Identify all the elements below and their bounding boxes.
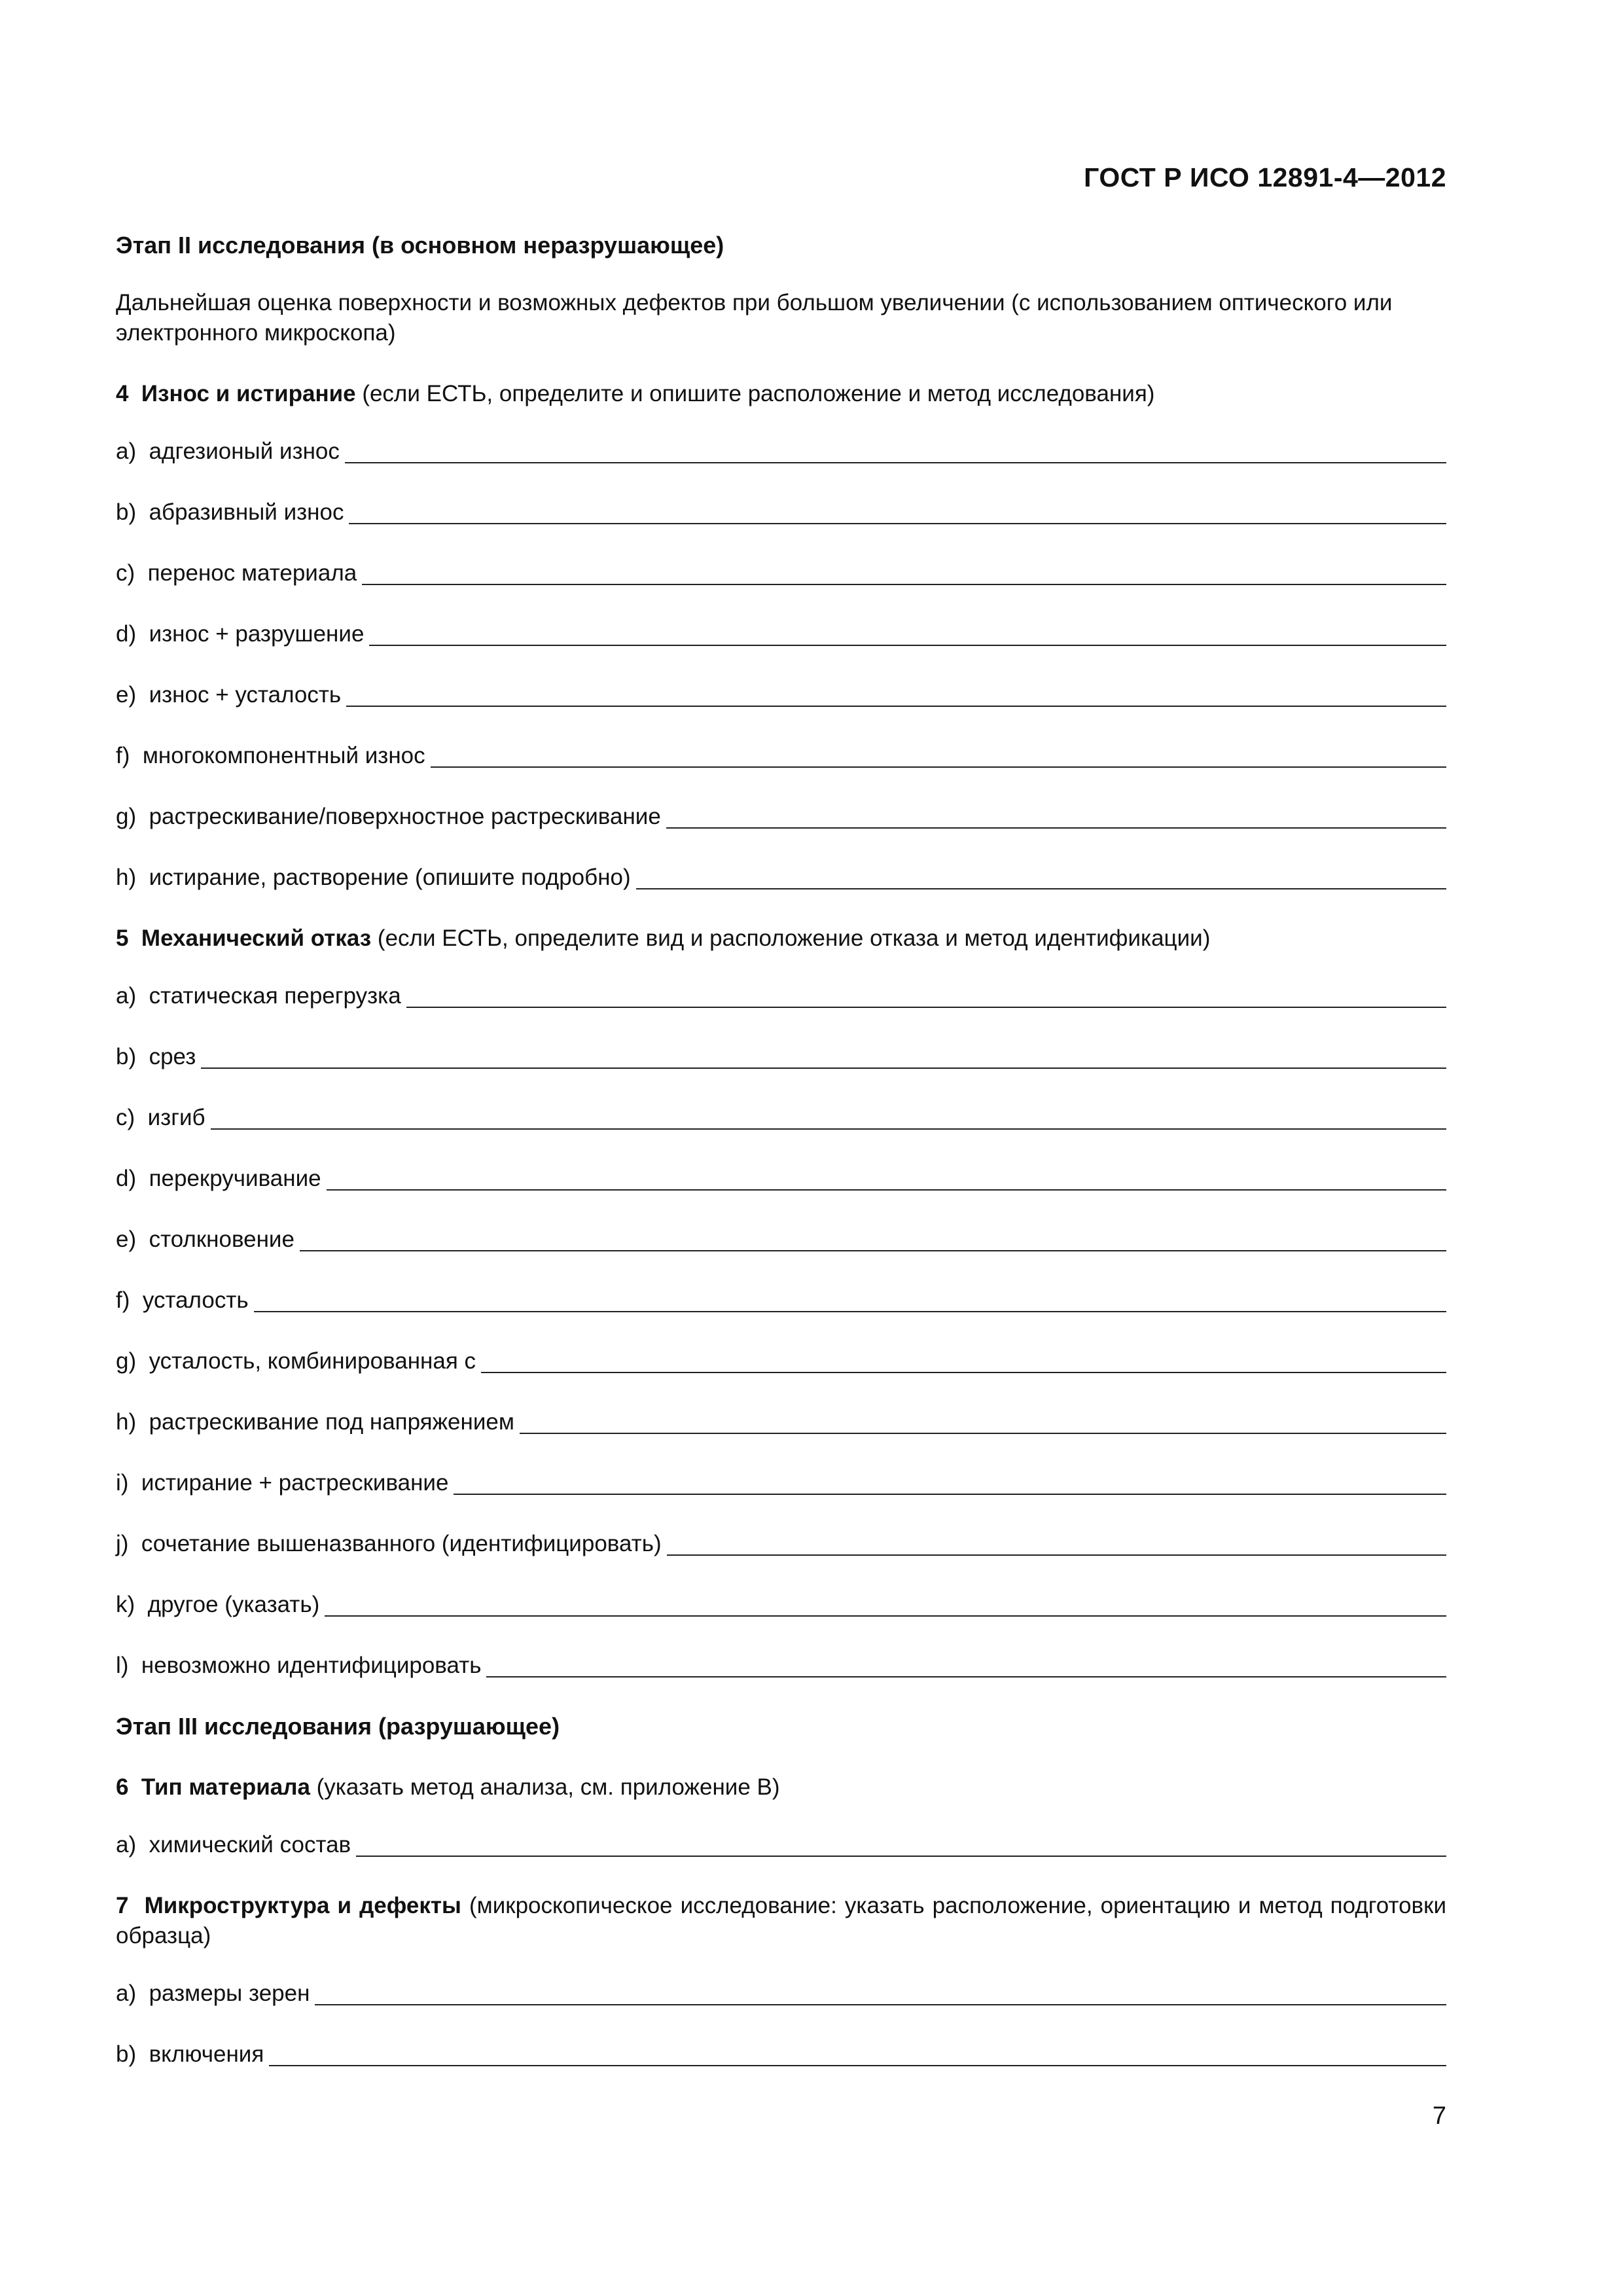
section-note: (если ЕСТЬ, определите и опишите расположение и метод исследования) [362,381,1155,406]
fill-in-line[interactable] [201,1043,1446,1069]
field-marker: e) [116,1227,137,1252]
field-marker: a) [116,983,137,1009]
fill-in-line[interactable] [369,620,1446,646]
fill-in-line[interactable] [667,1530,1446,1556]
field-label: усталость, комбинированная с [149,1348,476,1374]
field-marker: d) [116,621,137,647]
field-label: износ + разрушение [149,621,365,647]
field-marker: b) [116,1044,137,1069]
section-6-heading [116,1772,1446,1803]
field-wear-fatigue [116,680,1446,710]
fill-in-line[interactable] [327,1164,1446,1191]
field-grain-size [116,1979,1446,2009]
stage-2-intro: Дальнейшая оценка поверхности и возможных дефектов при большом увеличении (с использованием оптического или электронного микроскопа) [116,290,1393,346]
field-shear [116,1042,1446,1072]
field-marker: f) [116,743,130,768]
field-wear-adhesive [116,437,1446,467]
field-label: износ + усталость [149,682,342,708]
field-marker: k) [116,1592,135,1617]
fill-in-line[interactable] [211,1103,1446,1130]
field-label: другое (указать) [147,1592,320,1617]
field-label: адгезионый износ [149,439,340,464]
field-marker: c) [116,560,135,586]
field-combination [116,1529,1446,1559]
fill-in-line[interactable] [345,437,1446,463]
section-note: (указать метод анализа, см. приложение В) [316,1774,780,1800]
field-label: срез [149,1044,196,1069]
section-number: 5 [116,925,129,951]
field-fatigue-combined [116,1346,1446,1376]
field-marker: d) [116,1166,137,1191]
section-number: 4 [116,381,129,406]
field-label: столкновение [149,1227,294,1252]
fill-in-line[interactable] [356,1831,1446,1857]
field-label: сочетание вышеназванного (идентифицировать) [141,1531,662,1556]
field-label: растрескивание под напряжением [149,1409,514,1435]
section-5-heading [116,924,1446,954]
section-title: Тип материала [141,1774,310,1800]
field-label: многокомпонентный износ [142,743,425,768]
fill-in-line[interactable] [486,1651,1446,1677]
stage-2-heading: Этап II исследования (в основном неразрушающее) [116,232,724,259]
fill-in-line[interactable] [406,982,1446,1008]
fill-in-line[interactable] [362,559,1446,585]
page-number: 7 [1432,2102,1446,2130]
fill-in-line[interactable] [636,863,1446,889]
section-note: (если ЕСТЬ, определите вид и расположение отказа и метод идентификации) [377,925,1211,951]
field-marker: i) [116,1470,129,1496]
field-marker: a) [116,439,137,464]
field-wear-abrasive [116,497,1446,528]
field-label: перенос материала [147,560,357,586]
field-marker: a) [116,1832,137,1857]
field-marker: a) [116,1981,137,2006]
section-title: Микроструктура и дефекты [144,1893,461,1918]
field-fatigue [116,1285,1446,1316]
field-label: усталость [142,1287,249,1313]
field-label: статическая перегрузка [149,983,401,1009]
fill-in-line[interactable] [520,1408,1446,1434]
field-inclusions [116,2039,1446,2070]
field-stress-cracking [116,1407,1446,1437]
field-abrasion-dissolution [116,863,1446,893]
fill-in-line[interactable] [431,742,1446,768]
field-static-overload [116,981,1446,1011]
field-label: изгиб [147,1105,205,1130]
standard-code: ГОСТ Р ИСО 12891-4—2012 [1084,162,1446,192]
field-marker: b) [116,2041,137,2067]
field-label: включения [149,2041,264,2067]
fill-in-line[interactable] [300,1225,1446,1251]
fill-in-line[interactable] [481,1347,1446,1373]
field-material-transfer [116,558,1446,588]
field-label: истирание, растворение (опишите подробно) [149,865,631,890]
fill-in-line[interactable] [454,1469,1446,1495]
field-marker: h) [116,1409,137,1435]
fill-in-line[interactable] [349,498,1446,524]
field-label: истирание + растрескивание [141,1470,449,1496]
field-marker: f) [116,1287,130,1313]
field-label: перекручивание [149,1166,321,1191]
field-marker: l) [116,1653,129,1678]
field-marker: h) [116,865,137,890]
field-marker: g) [116,1348,137,1374]
field-multicomponent-wear [116,741,1446,771]
field-wear-fracture [116,619,1446,649]
section-title: Износ и истирание [141,381,356,406]
field-label: размеры зерен [149,1981,310,2006]
section-4-heading [116,379,1446,409]
section-number: 6 [116,1774,129,1800]
field-bending [116,1103,1446,1133]
fill-in-line[interactable] [666,802,1446,829]
section-7-heading [116,1891,1446,1951]
field-marker: e) [116,682,137,708]
field-surface-cracking [116,802,1446,832]
fill-in-line[interactable] [269,2040,1446,2066]
field-label: химический состав [149,1832,351,1857]
field-torsion [116,1164,1446,1194]
section-note: (микроскопическое исследование: указать расположение, ориентацию и метод подготовки образца) [116,1893,1446,1948]
stage-3-heading: Этап III исследования (разрушающее) [116,1713,560,1740]
field-marker: j) [116,1531,129,1556]
field-label: растрескивание/поверхностное растрескивание [149,804,661,829]
field-marker: b) [116,499,137,525]
form-content [116,230,1446,2070]
fill-in-line[interactable] [254,1286,1446,1312]
field-chemical-composition [116,1830,1446,1860]
fill-in-line[interactable] [346,681,1446,707]
field-impact [116,1225,1446,1255]
section-title: Механический отказ [141,925,372,951]
field-marker: c) [116,1105,135,1130]
field-label: невозможно идентифицировать [141,1653,482,1678]
field-abrasion-cracking [116,1468,1446,1498]
field-label: абразивный износ [149,499,344,525]
field-marker: g) [116,804,137,829]
fill-in-line[interactable] [325,1590,1446,1617]
section-number: 7 [116,1893,129,1918]
field-other [116,1590,1446,1620]
fill-in-line[interactable] [315,1979,1446,2005]
field-unidentifiable [116,1651,1446,1681]
